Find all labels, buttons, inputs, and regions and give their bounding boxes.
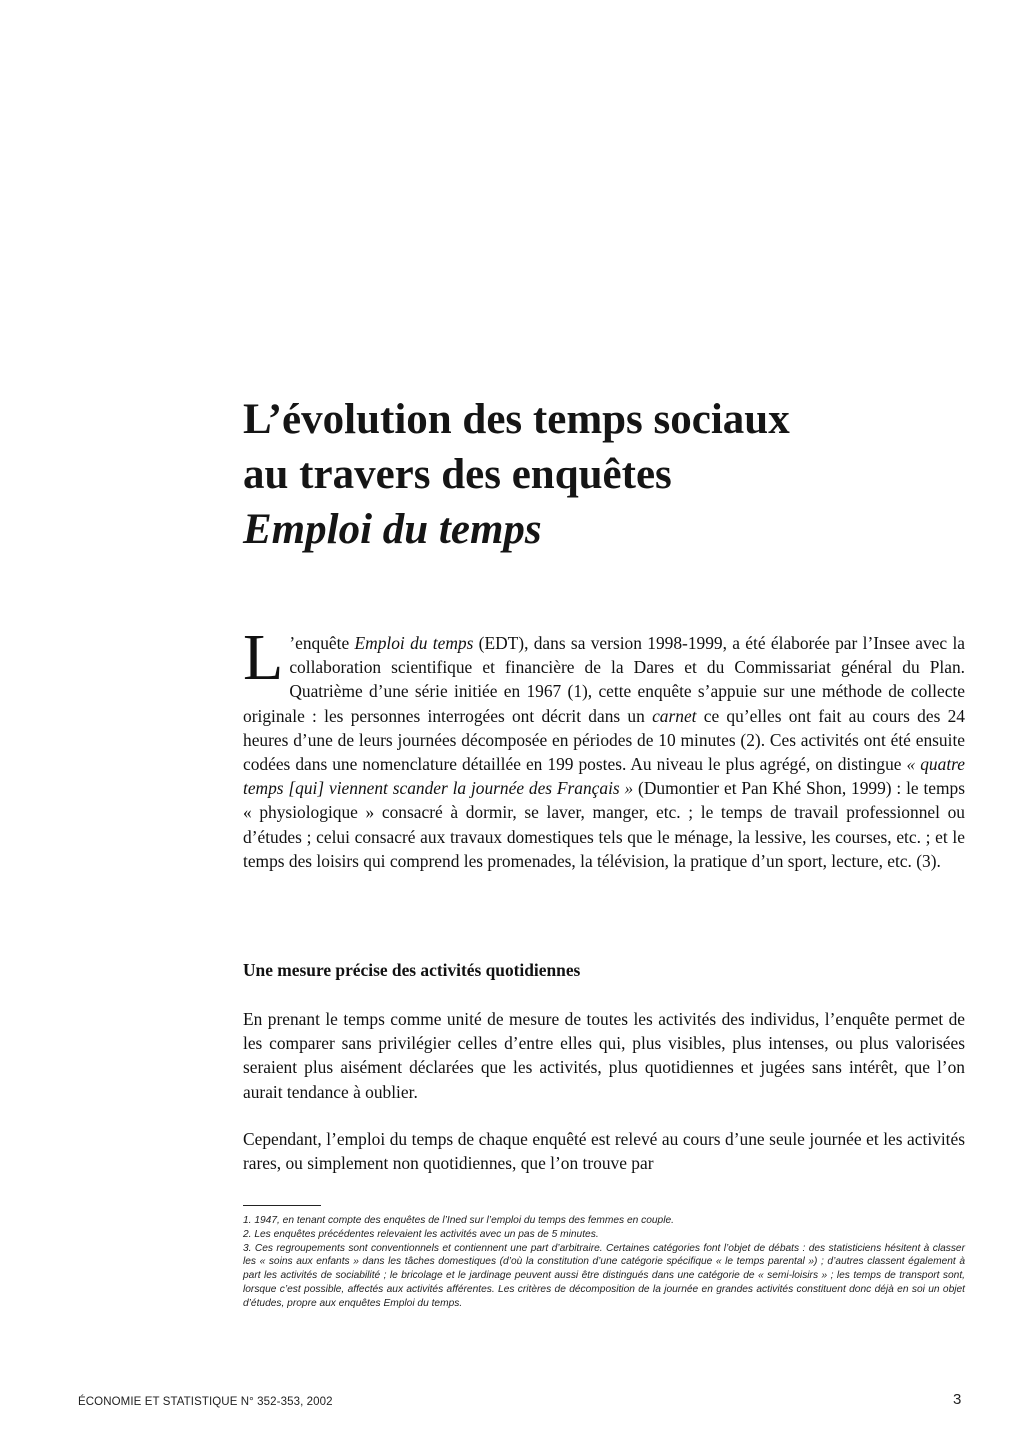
footnotes [243,1214,965,1311]
footnote-divider [243,1205,321,1206]
intro-text-1: ’enquête [289,633,355,653]
intro-emphasis-survey-name: Emploi du temps [354,633,474,653]
title-line-2: au travers des enquêtes [243,451,672,498]
section-heading: Une mesure précise des activités quotidiennes [243,960,581,980]
footnote-2: 2. Les enquêtes précédentes relevaient les activités avec un pas de 5 minutes. [243,1228,599,1240]
title-line-1: L’évolution des temps sociaux [243,396,790,443]
page-number: 3 [953,1391,962,1408]
title-line-3: Emploi du temps [243,506,542,553]
article-title [243,392,963,557]
intro-emphasis-carnet: carnet [652,705,697,726]
journal-reference: ÉCONOMIE ET STATISTIQUE N° 352-353, 2002 [78,1396,333,1408]
footnote-3: 3. Ces regroupements sont conventionnels et contiennent une part d’arbitraire. Certaines catégories font l’objet de débats : des statisticiens hésitent à classer les « soins aux enfants » dans les tâches domestiques (d’où la constitution d’une catégorie spécifique « le temps parental ») ; d’autres classent également à part les activités de sociabilité ; le bricolage et le jardinage peuvent aussi être distingués dans une catégorie de « semi-loisirs » ; les temps de transport sont, lorsque c’est possible, affectés aux activités afférentes. Les critères de décomposition de la journée en grandes activités constituent donc déjà en soi un objet d’études, propre aux enquêtes Emploi du temps. [243,1242,965,1309]
body-paragraph-2: Cependant, l’emploi du temps de chaque enquêté est relevé au cours d’une seule journée et les activités rares, ou simplement non quotidiennes, que l’on trouve par [243,1129,965,1174]
intro-paragraph [243,621,966,873]
body-paragraph-1: En prenant le temps comme unité de mesure de toutes les activités des individus, l’enquête permet de les comparer sans privilégier celles d’entre elles qui, plus visibles, plus intenses, ou plus valorisées seraient plus aisément déclarées que les activités, plus quotidiennes et jugées sans intérêt, que l’on aurait tendance à oublier. [243,1009,965,1102]
footnote-1: 1. 1947, en tenant compte des enquêtes de l’Ined sur l’emploi du temps des femmes en couple. [243,1215,674,1226]
intro-text-2: (EDT), dans sa version 1998-1999, a été élaborée par l’Insee avec la collaboration scientifique et financière de la Dares et du Commissariat général du Plan. Quatrième d’une série initiée en 1967 (1), cette enquête s’appuie sur une méthode de collecte originale : les personnes interrogées ont décrit dans un [243,633,965,726]
intro-quotation: « quatre temps [qui] viennent scander la journée des Français » [243,754,965,799]
intro-text-3: ce qu’elles ont fait au cours des 24 heures d’une de leurs journées décomposée en périodes de 10 minutes (2). Ces activités ont été ensuite codées dans une nomenclature détaillée en 199 postes. Au niveau le plus agrégé, on distingue [243,705,966,775]
intro-text-4: (Dumontier et Pan Khé Shon, 1999) : le temps « physiologique » consacré à dormir, se laver, manger, etc. ; le temps de travail professionnel ou d’études ; celui consacré aux travaux domestiques tels que le ménage, la lessive, les courses, etc. ; et le temps des loisirs qui comprend les promenades, la télévision, la pratique d’un sport, lecture, etc. (3). [243,778,965,871]
drop-cap: L [243,621,284,694]
